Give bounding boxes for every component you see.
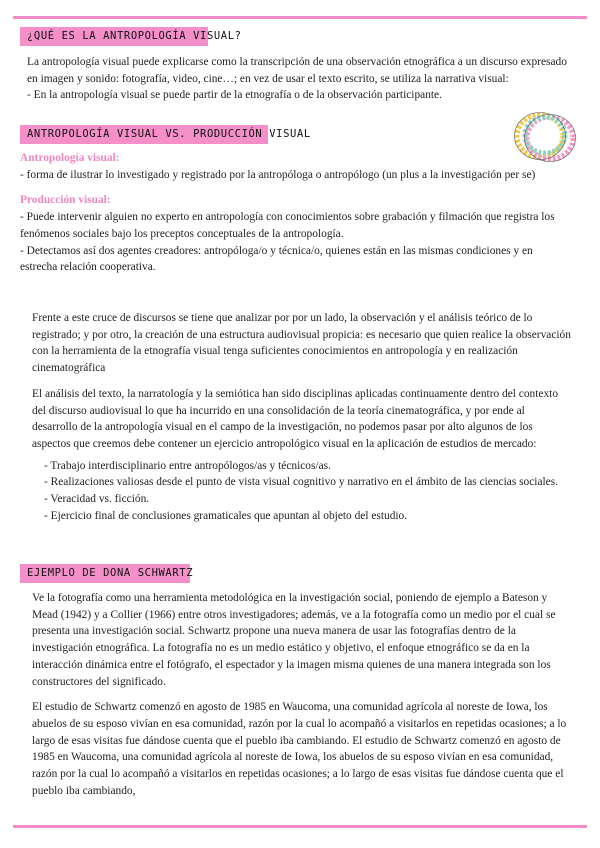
aspects-list: [44, 458, 572, 525]
heading-que-es: ¿QUÉ ES LA ANTROPOLOGÍA VISUAL?: [20, 27, 208, 46]
middle-discussion: [32, 310, 572, 524]
paragraph: - En la antropología visual se puede partir de la etnografía o de la observación participante.: [27, 89, 442, 102]
top-divider: [13, 16, 587, 19]
paragraph: - forma de ilustrar lo investigado y registrado por la antropóloga o antropólogo (un plus a la investigación per se): [20, 168, 536, 181]
heading-antropologia-vs-produccion: ANTROPOLOGÍA VISUAL VS. PRODUCCIÓN VISUAL: [20, 125, 268, 144]
list-item: - Veracidad vs. ficción.: [44, 493, 150, 506]
bottom-divider: [13, 825, 587, 828]
paragraph: La antropología visual puede explicarse como la transcripción de una observación etnográfica a un discurso expresado en imagen y sonido: fotografía, video, cine…; en vez de usar el texto escrito, se utiliza la narrativa visual:: [27, 56, 567, 85]
section-que-es-body: [27, 54, 567, 104]
list-item: - Trabajo interdisciplinario entre antropólogos/as y técnicos/as.: [44, 459, 331, 472]
paragraph: El análisis del texto, la narratología y la semiótica han sido disciplinas aplicadas continuamente dentro del contexto del discurso audiovisual lo que ha incurrido en una consolidación de la teoría cinematográfica, y por ende al desarrollo de la antropología visual en el campo de la investigación, no podemos pasar por alto algunos de los aspectos que creemos debe contener un ejercicio antropológico visual en la aplicación de estudios de mercado:: [32, 387, 559, 450]
paragraph: - Puede intervenir alguien no experto en antropología con conocimientos sobre grabación y filmación que registra los fenómenos sociales bajo los preceptos conceptuales de la antropología.: [20, 211, 555, 240]
paragraph: Frente a este cruce de discursos se tiene que analizar por por un lado, la observación y el análisis teórico de lo registrado; y por otro, la creación de una estructura audiovisual propicia: es necesario que quien realice la observación con la herramienta de la etnografía visual tenga suficientes conocimientos en antropología y en realización cinematográfica: [32, 312, 571, 375]
list-item: - Ejercicio final de conclusiones gramaticales que apuntan al objeto del estudio.: [44, 509, 408, 522]
paragraph: Ve la fotografía como una herramienta metodológica en la investigación social, poniendo de ejemplo a Bateson y Mead (1942) y a Collier (1966) entre otros investigadores; además, ve a la fotografía como un medio por el cual se presenta una investigación social. Schwartz propone una nueva manera de usar las fotografías dentro de la investigación etnográfica. La fotografía no es un medio estático y objetivo, el enfoque etnográfico se da en la interacción dinámica entre el fotógrafo, el espectador y la imagen misma quienes de una manera integrada son los constructores del significado.: [32, 592, 556, 688]
list-item: - Realizaciones valiosas desde el punto de vista visual cognitivo y narrativo en el ámbito de las ciencias sociales.: [44, 476, 559, 489]
paragraph: - Detectamos así dos agentes creadores: antropóloga/o y técnica/o, quienes están en las mismas condiciones y en estrecha relación cooperativa.: [20, 244, 533, 274]
section-schwartz-body: [32, 590, 572, 799]
subheading-produccion-visual: Producción visual:: [20, 194, 111, 207]
subheading-antropologia-visual: Antropología visual:: [20, 152, 120, 164]
section-antropologia-vs-produccion-body: [20, 150, 565, 276]
heading-ejemplo-schwartz: EJEMPLO DE DONA SCHWARTZ: [20, 564, 190, 583]
paragraph: El estudio de Schwartz comenzó en agosto de 1985 en Waucoma, una comunidad agrícola al noreste de Iowa, los abuelos de su esposo vivían en esa comunidad, razón por la cual lo acompañó a visitarlos en repetidas ocasiones; a lo largo de esas visitas fue dándose cuenta que el pueblo iba cambiando. El estudio de Schwartz comenzó en agosto de 1985 en Waucoma, una comunidad agrícola al noreste de Iowa, los abuelos de su esposo vivían en esa comunidad, razón por la cual lo acompañó a visitarlos en repetidas ocasiones; a lo largo de esas visitas fue dándose cuenta que el pueblo iba cambiando,: [32, 701, 567, 797]
